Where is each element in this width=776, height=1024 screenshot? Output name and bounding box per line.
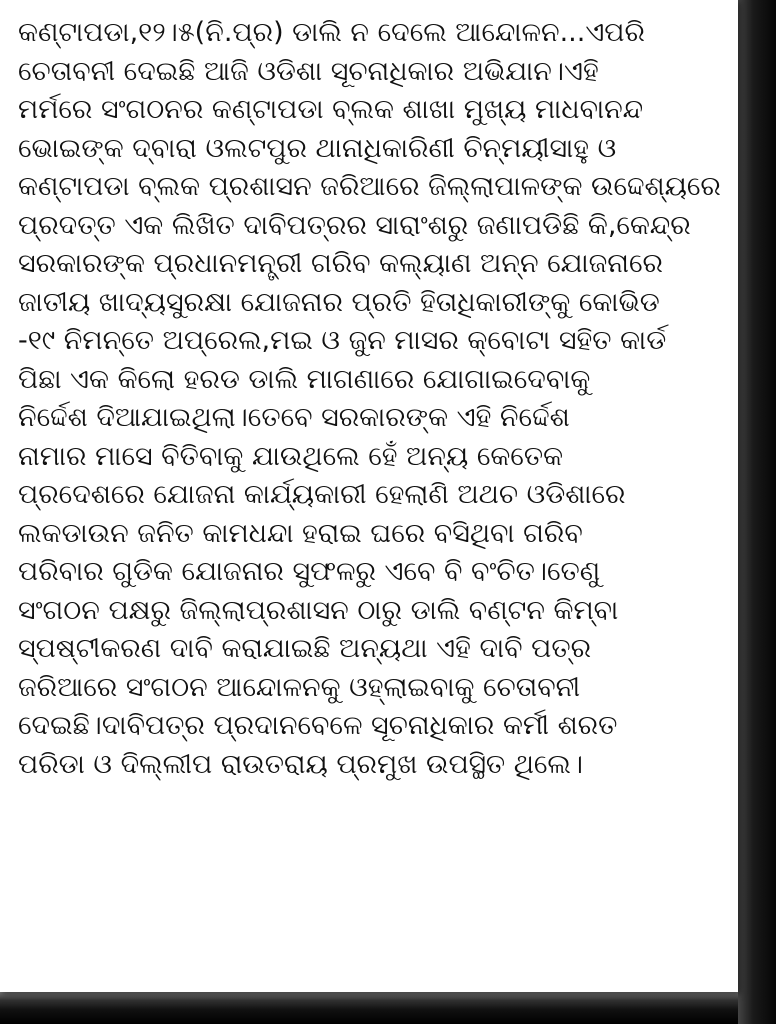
- article-line-12: ନାମାର ମାସେ ବିତିବାକୁ ଯାଉଥିଲେ ହେଁ ଅନ୍ୟ କେତେକ: [18, 440, 564, 472]
- article-line-14: ଲକଡାଉନ ଜନିତ କାମଧନ୍ଦା ହରାଇ ଘରେ ବସିଥିବା ଗରିବ: [18, 517, 583, 549]
- article-line-8: ଜାତୀୟ ଖାଦ୍ୟସୁରକ୍ଷା ଯୋଜନାର ପ୍ରତି ହିତାଧିକାରୀଙ୍କୁ କୋଭିଡ: [18, 286, 660, 318]
- article-line-6: ପ୍ରଦତ୍ତ ଏକ ଲିଖିତ ଦାବିପତ୍ରର ସାରାଂଶରୁ ଜଣାପଡିଛି କି,କେନ୍ଦ୍ର: [18, 209, 691, 241]
- article-line-13: ପ୍ରଦେଶରେ ଯୋଜନା କାର୍ଯ୍ୟକାରୀ ହେଲାଣି ଅଥଚ ଓଡିଶାରେ: [18, 479, 626, 510]
- article-line-18: ଜରିଆରେ ସଂଗଠନ ଆନ୍ଦୋଳନକୁ ଓହ୍ଲାଇବାକୁ ଚେତାବନୀ: [18, 671, 581, 703]
- page-shadow-bottom: [0, 992, 776, 1024]
- article-line-5: କଣ୍ଟାପଡା ବ୍ଲକ ପ୍ରଶାସନ ଜରିଆରେ ଜିଲ୍ଲାପାଳଙ୍କ ଉଦ୍ଦେଶ୍ୟରେ: [18, 171, 721, 202]
- article-line-1: କଣ୍ଟାପଡା,୧୨।୫(ନି.ପ୍ର) ଡାଲି ନ ଦେଲେ ଆନ୍ଦୋଳନ...ଏପରି: [18, 17, 645, 48]
- article-line-2: ଚେତାବନୀ ଦେଇଛି ଆଜି ଓଡିଶା ସୂଚନାଧିକାର ଅଭିଯାନ।ଏହି: [18, 55, 599, 87]
- article-line-15: ପରିବାର ଗୁଡିକ ଯୋଜନାର ସୁଫଳରୁ ଏବେ ବି ବଂଚିତ।ତେଣୁ: [18, 556, 601, 587]
- page-shadow-right: [738, 0, 776, 1024]
- article-line-16: ସଂଗଠନ ପକ୍ଷରୁ ଜିଲ୍ଲାପ୍ରଶାସନ ଠାରୁ ଡାଲି ବଣ୍ଟନ କିମ୍ବା: [18, 594, 619, 626]
- article-line-20: ପରିଡା ଓ ଦିଲ୍ଲୀପ ରାଉତରାୟ ପ୍ରମୁଖ ଉପସ୍ଥିତ ଥିଲେ।: [18, 748, 584, 780]
- article-line-3: ମର୍ମରେ ସଂଗଠନର କଣ୍ଟାପଡା ବ୍ଲକ ଶାଖା ମୁଖ୍ୟ ମାଧବାନନ୍ଦ: [18, 94, 644, 125]
- article-line-10: ପିଛା ଏକ କିଲୋ ହରଡ ଡାଲି ମାଗଣାରେ ଯୋଗାଇଦେବାକୁ: [18, 363, 591, 395]
- article-line-9: -୧୯ ନିମନ୍ତେ ଅପ୍ରେଲ,ମଇ ଓ ଜୁନ ମାସର କ୍ବୋଟା ସହିତ କାର୍ଡ: [18, 325, 667, 356]
- article-line-19: ଦେଇଛି।ଦାବିପତ୍ର ପ୍ରଦାନବେଳେ ସୂଚନାଧିକାର କର୍ମୀ ଶରତ: [18, 710, 618, 741]
- article-body: [18, 14, 730, 784]
- article-line-4: ଭୋଇଙ୍କ ଦ୍ବାରା ଓଲଟପୁର ଥାନାଧିକାରିଣୀ ଚିନ୍ମୟୀସାହୁ ଓ: [18, 132, 617, 164]
- article-line-7: ସରକାରଙ୍କ ପ୍ରଧାନମନ୍ତ୍ରୀ ଗରିବ କଲ୍ୟାଣ ଅନ୍ନ ଯୋଜନାରେ: [18, 248, 663, 279]
- article-line-11: ନିର୍ଦ୍ଦେଶ ଦିଆଯାଇଥିଲା।ତେବେ ସରକାରଙ୍କ ଏହି ନିର୍ଦ୍ଦେଶ: [18, 402, 570, 433]
- article-line-17: ସ୍ପଷ୍ଟୀକରଣ ଦାବି କରାଯାଇଛି ଅନ୍ୟଥା ଏହି ଦାବି ପତ୍ର: [18, 633, 592, 664]
